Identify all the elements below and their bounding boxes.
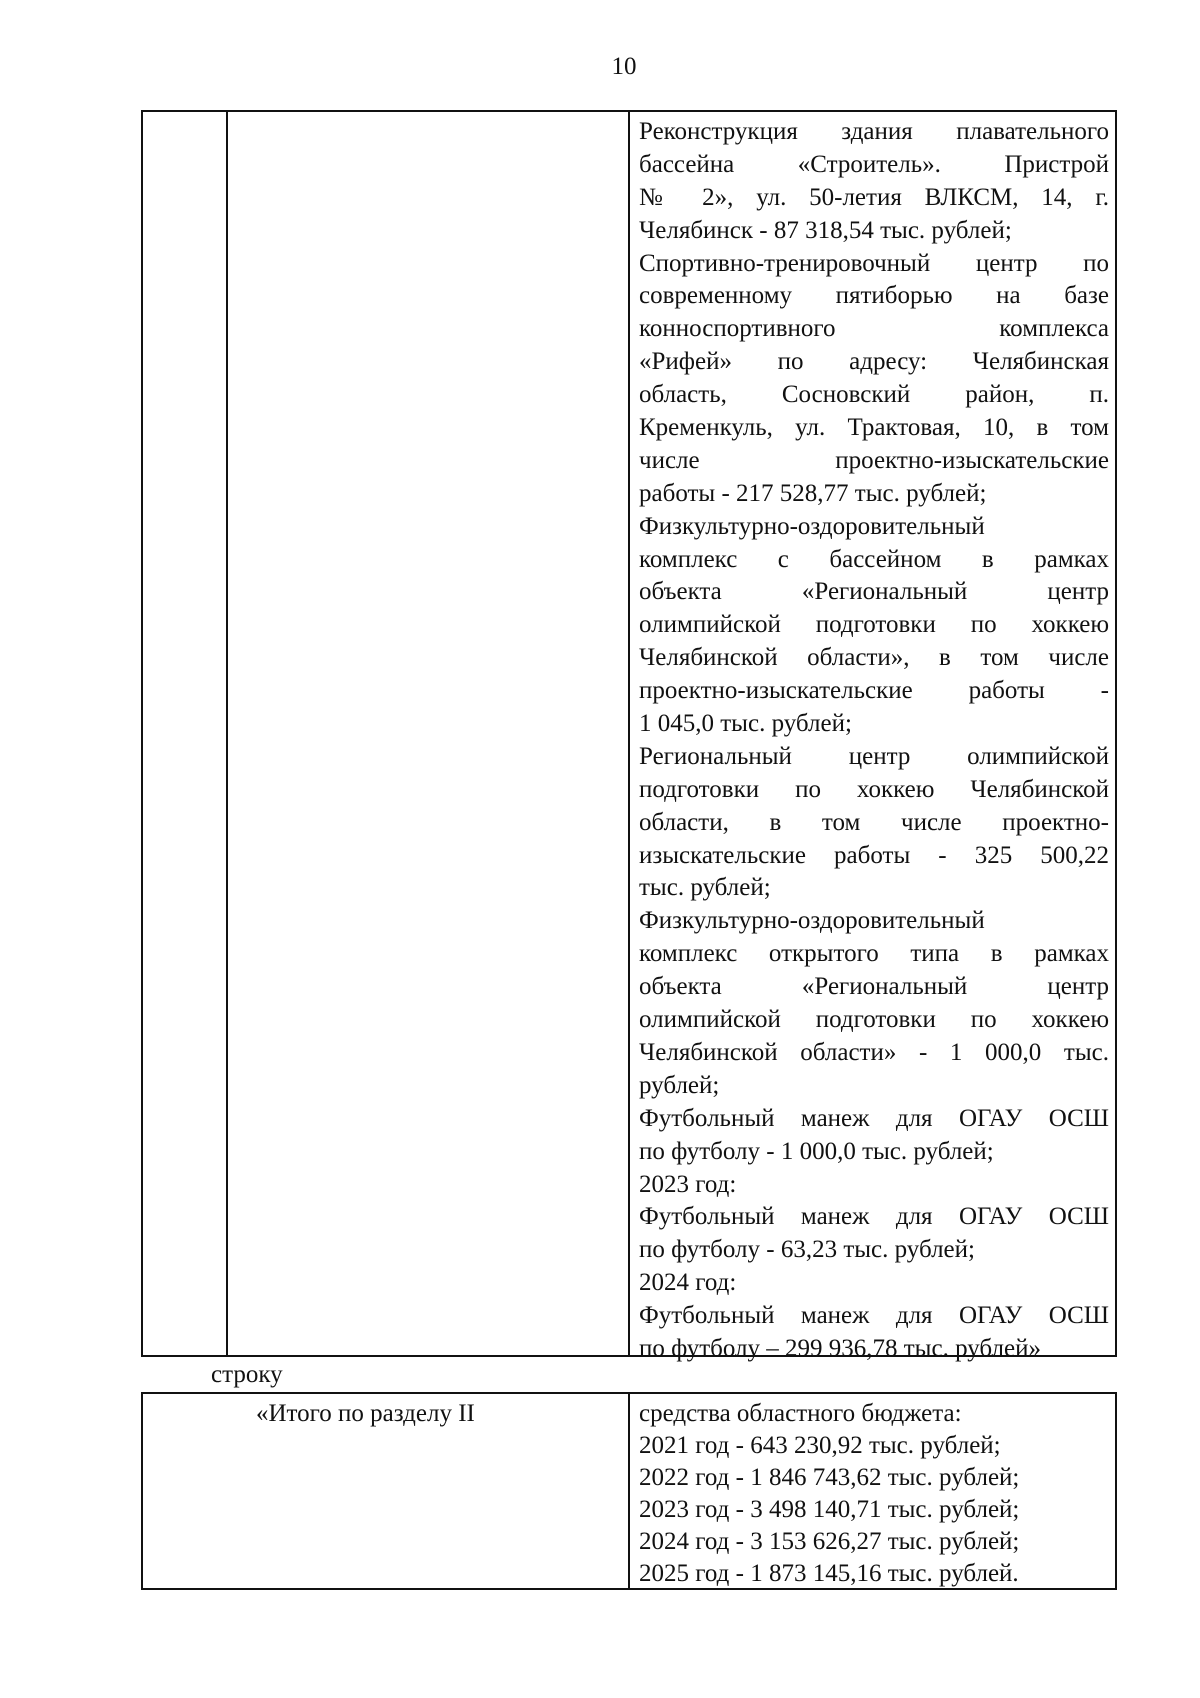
text-line: бассейна «Строитель». Пристрой [639,150,1109,178]
text-line: № 2», ул. 50-летия ВЛКСМ, 14, г. [639,183,1109,211]
text-line: современному пятиборью на базе [639,282,1109,310]
text-line: комплекс открытого типа в рамках [639,940,1109,968]
table-total [141,1392,1117,1590]
text-line: Спортивно-тренировочный центр по [639,249,1109,277]
column-divider [226,112,228,1355]
text-line: работы - 217 528,77 тыс. рублей; [639,479,987,507]
text-line: Кременкуль, ул. Трактовая, 10, в том [639,414,1109,442]
text-line: числе проектно-изыскательские [639,446,1109,474]
text-line: 2024 год: [639,1269,737,1297]
text-line: 1 045,0 тыс. рублей; [639,710,852,738]
text-line: комплекс с бассейном в рамках [639,545,1109,573]
budget-cell [639,1398,1109,1590]
text-line: Футбольный манеж для ОГАУ ОСШ [639,1104,1109,1132]
text-line: 2021 год - 643 230,92 тыс. рублей; [639,1432,1001,1459]
text-line: области, в том числе проектно- [639,808,1109,836]
text-line: Футбольный манеж для ОГАУ ОСШ [639,1203,1109,1231]
text-line: Челябинской области», в том числе [639,644,1109,672]
text-line: Челябинск - 87 318,54 тыс. рублей; [639,216,1012,244]
text-line: 2022 год - 1 846 743,62 тыс. рублей; [639,1464,1020,1491]
objects-cell [639,116,1109,1366]
text-line: средства областного бюджета: [639,1400,962,1427]
text-line: 2023 год - 3 498 140,71 тыс. рублей; [639,1496,1020,1523]
text-line: тыс. рублей; [639,874,771,902]
table-continuation [141,110,1117,1362]
text-line: по футболу - 63,23 тыс. рублей; [639,1236,975,1264]
text-line: Физкультурно-оздоровительный [639,907,985,935]
text-line: Футбольный манеж для ОГАУ ОСШ [639,1302,1109,1330]
text-line: «Рифей» по адресу: Челябинская [639,348,1109,376]
text-line: рублей; [639,1071,720,1099]
text-line: олимпийской подготовки по хоккею [639,1006,1109,1034]
column-divider [628,112,630,1355]
text-line: Реконструкция здания плавательного [639,118,1109,145]
total-label: «Итого по разделу II [256,1400,475,1427]
text-line: объекта «Региональный центр [639,973,1109,1001]
column-divider [628,1394,630,1588]
text-line: проектно-изыскательские работы - [639,677,1109,705]
text-line: объекта «Региональный центр [639,578,1109,606]
text-line: 2024 год - 3 153 626,27 тыс. рублей; [639,1528,1020,1555]
text-line: Региональный центр олимпийской [639,742,1109,770]
text-line: область, Сосновский район, п. [639,381,1109,409]
text-line: 2025 год - 1 873 145,16 тыс. рублей. [639,1560,1019,1587]
text-line: Челябинской области» - 1 000,0 тыс. [639,1038,1109,1066]
text-line: Физкультурно-оздоровительный [639,512,985,540]
text-line: по футболу - 1 000,0 тыс. рублей; [639,1137,994,1165]
label-line: строку [211,1361,283,1388]
text-line: олимпийской подготовки по хоккею [639,611,1109,639]
text-line: по футболу – 299 936,78 тыс. рублей» [639,1334,1041,1362]
page-number: 10 [611,53,637,80]
text-line: конноспортивного комплекса [639,315,1109,343]
text-line: подготовки по хоккею Челябинской [639,775,1109,803]
text-line: изыскательские работы - 325 500,22 [639,841,1109,869]
text-line: 2023 год: [639,1170,737,1198]
